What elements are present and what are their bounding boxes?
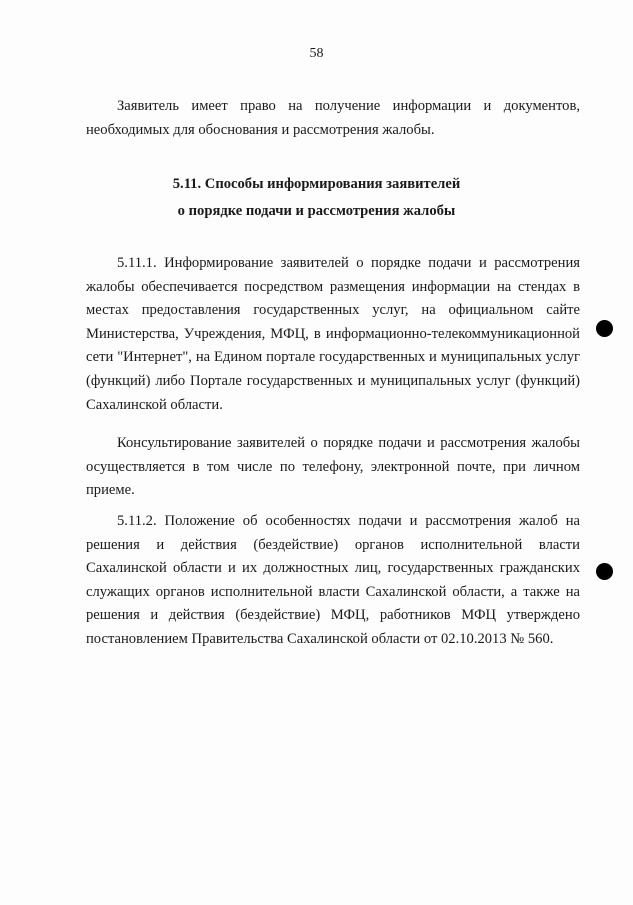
paragraph-consulting: Консультирование заявителей о порядке подачи и рассмотрения жалобы осуществляется в том числе по телефону, электронной почте, при личном приеме. <box>86 435 580 499</box>
paragraph-5-11-2: 5.11.2. Положение об особенностях подачи и рассмотрения жалоб на решения и действия (бездействие) органов исполнительной власти Сахалинской области и их должностных лиц, государственных гражданских служащих органов исполнительной власти Сахалинской области, а также на решения и действия (бездействие) МФЦ, работников МФЦ утверждено постановлением Правительства Сахалинской области от 02.10.2013 № 560. <box>86 513 580 647</box>
section-heading-line-1: 5.11. Способы информирования заявителей <box>172 176 461 192</box>
section-heading-line-2: о порядке подачи и рассмотрения жалобы <box>177 203 456 219</box>
binder-hole-bottom <box>596 563 613 580</box>
paragraph-5-11-1: 5.11.1. Информирование заявителей о порядке подачи и рассмотрения жалобы обеспечивается посредством размещения информации на стендах в местах предоставления государственных услуг, на официальном сайте Министерства, Учреждения, МФЦ, в информационно-телекоммуникационной сети "Интернет", на Едином портале государственных и муниципальных услуг (функций) либо Портале государственных и муниципальных услуг (функций) Сахалинской области. <box>86 255 580 413</box>
binder-hole-top <box>596 320 613 337</box>
intro-paragraph: Заявитель имеет право на получение информации и документов, необходимых для обоснования и рассмотрения жалобы. <box>86 98 580 138</box>
page-number: 58 <box>309 46 324 61</box>
